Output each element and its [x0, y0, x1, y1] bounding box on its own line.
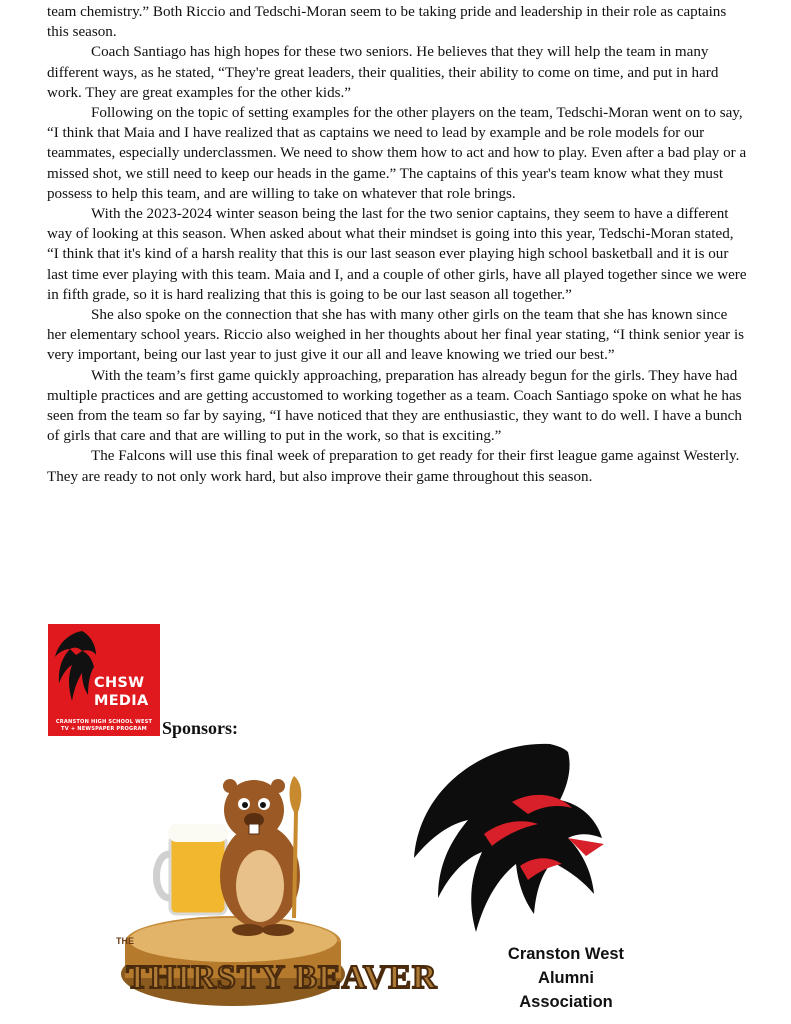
- alumni-line3: Association: [519, 993, 613, 1011]
- alumni-line2: Alumni: [538, 969, 594, 987]
- article-paragraph: Coach Santiago has high hopes for these two seniors. He believes that they will help the team in many different ways, as he stated, “They're great leaders, their qualities, their ability to come on time, and put in hard work. They are great examples for the other kids.”: [47, 44, 719, 101]
- article-body: [47, 2, 747, 487]
- article-paragraph: Following on the topic of setting examples for the other players on the team, Tedschi-Moran went on to say, “I think that Maia and I have realized that as captains we need to lead by example and be role models for our teammates, especially underclassmen. We need to show them how to act and how to play. Even after a bad play or a missed shot, we still need to keep our heads in the game.” The captains of this year's team know what they must possess to help this team, and are willing to take on whatever that role brings.: [47, 105, 747, 202]
- logo-title-line2: MEDIA: [94, 693, 149, 709]
- falcon-icon: [52, 627, 98, 707]
- sponsors-label: Sponsors:: [162, 718, 239, 738]
- logo-title-line1: CHSW: [94, 675, 145, 691]
- logo-subtitle-line2: TV + NEWSPAPER PROGRAM: [61, 726, 147, 732]
- thirsty-beaver-logo: [108, 762, 438, 1014]
- article-paragraph: team chemistry.” Both Riccio and Tedschi-Moran seem to be taking pride and leadership in their role as captains this season.: [47, 4, 727, 41]
- chsw-media-logo: [48, 624, 160, 736]
- alumni-line1: Cranston West: [507, 945, 625, 963]
- article-paragraph: With the 2023-2024 winter season being the last for the two senior captains, they seem to have a different way of looking at this season. When asked about what their mindset is going into this year, Tedschi-Moran stated, “I think that it's kind of a harsh reality that this is our last season ever playing high school basketball and it is our last time ever playing with this team. Maia and I, and a couple of other girls, have all played together since we were in fifth grade, so it is hard realizing that this is going to be our last season all together.”: [47, 206, 747, 303]
- article-paragraph: The Falcons will use this final week of preparation to get ready for their first league game against Westerly. They are ready to not only work hard, but also improve their game throughout this season.: [47, 448, 740, 485]
- beaver-wordmark: THIRSTY BEAVER: [126, 959, 438, 996]
- article-paragraph: With the team’s first game quickly approaching, preparation has already begun for the girls. They have had multiple practices and are getting accustomed to working together as a team. Coach Santiago spoke on what he has seen from the team so far by saying, “I have noticed that they are enthusiastic, they want to do well. I have a bunch of girls that care and that are willing to put in the work, so that is exciting.”: [47, 367, 742, 445]
- cranston-west-alumni-logo-text: [486, 942, 646, 1014]
- logo-subtitle-line1: CRANSTON HIGH SCHOOL WEST: [55, 719, 153, 725]
- falcon-mascot-icon: [408, 738, 608, 934]
- beaver-wordmark-small: THE: [116, 936, 134, 946]
- article-paragraph: She also spoke on the connection that she has with many other girls on the team that she has known since her elementary school years. Riccio also weighed in her thoughts about her final year stating, “I think senior year is very important, being our last year to just give it our all and leave knowing we tried our best.”: [47, 307, 745, 364]
